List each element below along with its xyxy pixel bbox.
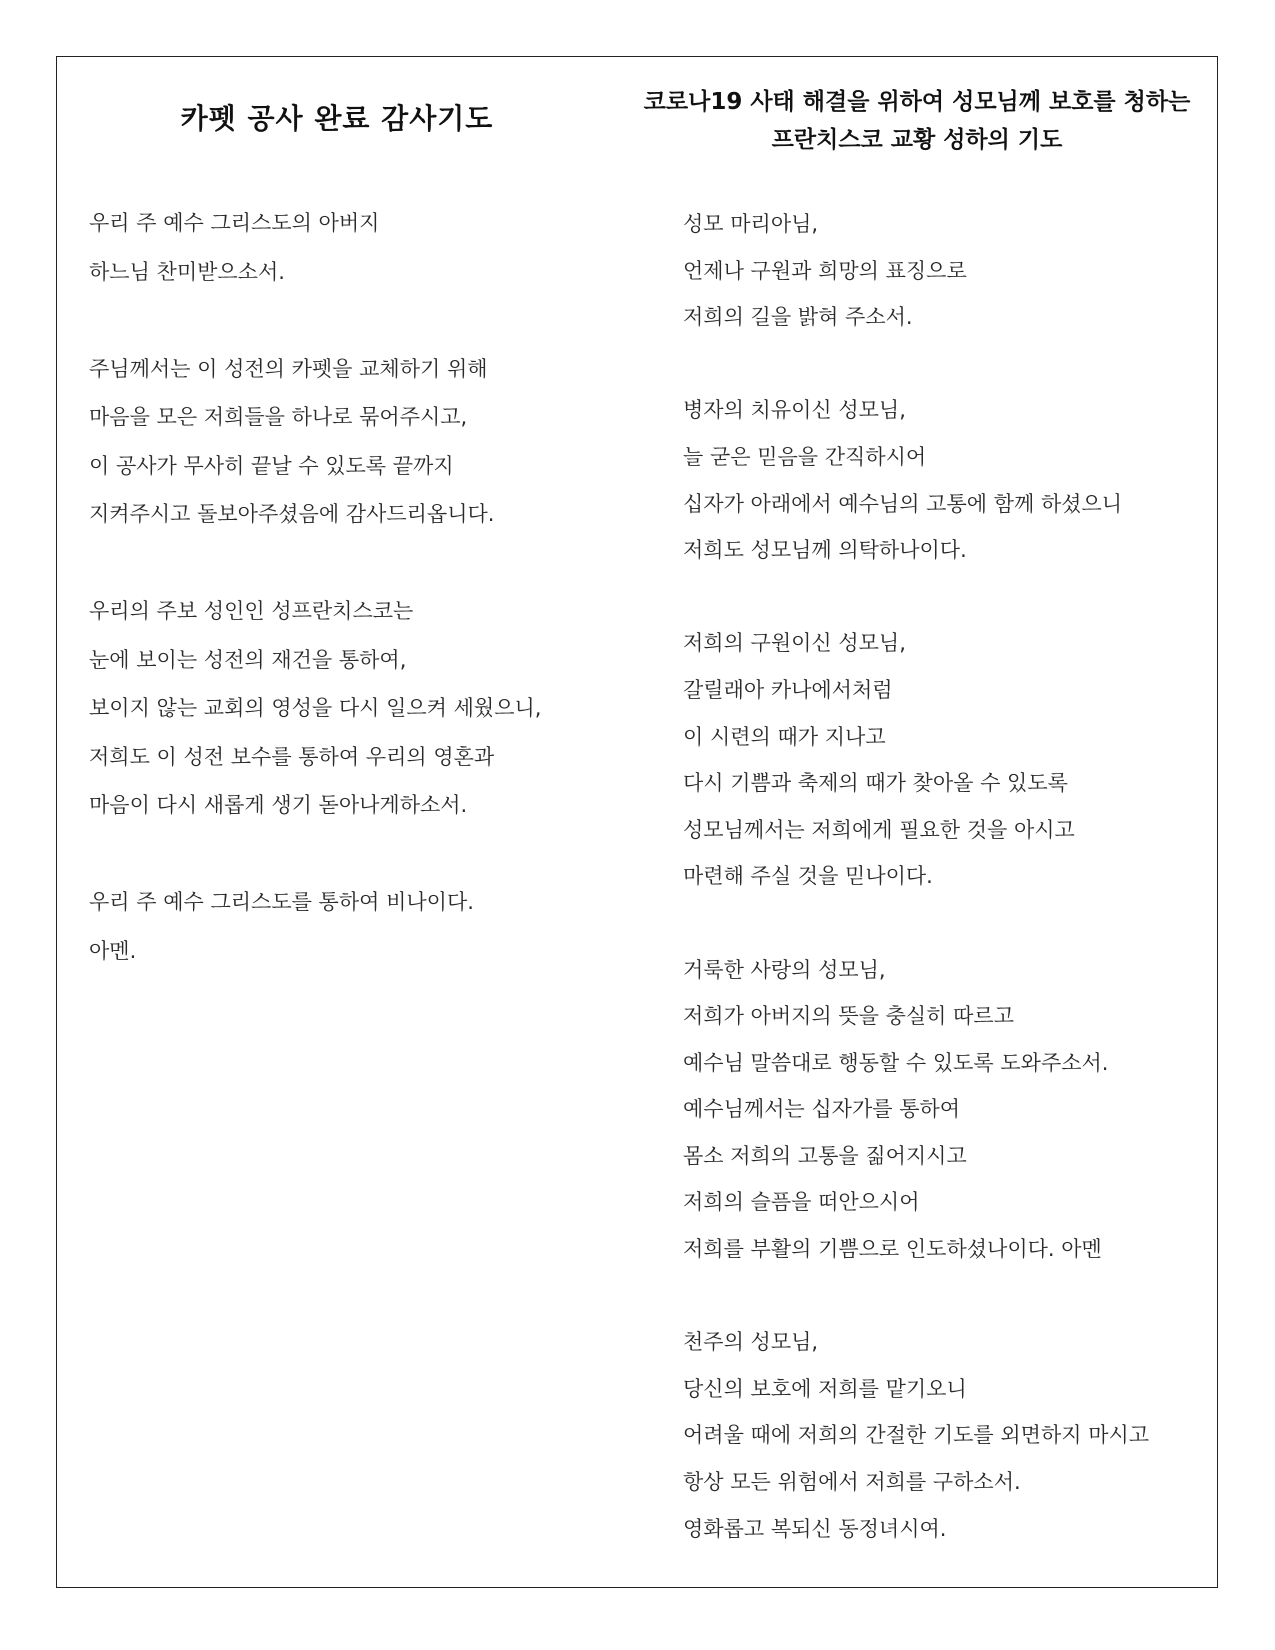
prayer-line: 성모 마리아님, <box>683 212 819 236</box>
prayer-line: 십자가 아래에서 예수님의 고통에 함께 하셨으니 <box>683 491 1123 516</box>
stanza-break <box>683 900 1149 947</box>
prayer-line: 저희의 구원이신 성모님, <box>683 631 906 656</box>
prayer-line: 우리 주 예수 그리스도의 아버지 <box>89 211 380 235</box>
stanza-break <box>89 539 541 588</box>
prayer-line: 마련해 주실 것을 믿나이다. <box>683 864 933 889</box>
page-frame <box>56 56 1218 1588</box>
stanza-break <box>683 341 1149 388</box>
prayer-line: 지켜주시고 돌보아주셨음에 감사드리옵니다. <box>89 502 495 526</box>
prayer-line: 천주의 성모님, <box>683 1330 819 1355</box>
prayer-line: 항상 모든 위험에서 저희를 구하소서. <box>683 1470 1021 1495</box>
right-title-line-2: 프란치스코 교황 성하의 기도 <box>771 127 1063 153</box>
stanza-break <box>89 830 541 879</box>
stanza-break <box>683 574 1149 621</box>
prayer-line: 이 공사가 무사히 끝날 수 있도록 끝까지 <box>89 453 454 478</box>
prayer-line: 예수님께서는 십자가를 통하여 <box>683 1097 961 1122</box>
prayer-line: 성모님께서는 저희에게 필요한 것을 아시고 <box>683 817 1075 842</box>
prayer-line: 보이지 않는 교회의 영성을 다시 일으켜 세웠으니, <box>89 696 542 720</box>
prayer-line: 영화롭고 복되신 동정녀시여. <box>683 1516 947 1541</box>
prayer-line: 우리 주 예수 그리스도를 통하여 비나이다. <box>89 890 474 914</box>
prayer-line: 하느님 찬미받으소서. <box>89 259 285 284</box>
left-title: 카펫 공사 완료 감사기도 <box>180 102 494 135</box>
prayer-line: 저희도 이 성전 보수를 통하여 우리의 영혼과 <box>89 744 495 769</box>
prayer-line: 눈에 보이는 성전의 재건을 통하여, <box>89 647 407 672</box>
prayer-line: 아멘. <box>89 938 137 963</box>
stanza-break <box>683 1273 1149 1320</box>
prayer-line: 마음이 다시 새롭게 생기 돋아나게하소서. <box>89 793 468 817</box>
prayer-line: 어려울 때에 저희의 간절한 기도를 외면하지 마시고 <box>683 1423 1150 1448</box>
right-title-line-1: 코로나19 사태 해결을 위하여 성모님께 보호를 청하는 <box>643 89 1191 115</box>
left-prayer-body <box>89 199 541 975</box>
prayer-line: 저희의 슬픔을 떠안으시어 <box>683 1190 920 1215</box>
prayer-line: 당신의 보호에 저희를 맡기오니 <box>683 1376 967 1401</box>
prayer-line: 몸소 저희의 고통을 짊어지시고 <box>683 1143 967 1168</box>
prayer-line: 예수님 말씀대로 행동할 수 있도록 도와주소서. <box>683 1050 1109 1075</box>
prayer-line: 늘 굳은 믿음을 간직하시어 <box>683 444 927 469</box>
prayer-line: 거룩한 사랑의 성모님, <box>683 957 886 982</box>
stanza-break <box>89 296 541 345</box>
prayer-line: 이 시련의 때가 지나고 <box>683 724 886 749</box>
prayer-line: 우리의 주보 성인인 성프란치스코는 <box>89 599 414 623</box>
prayer-line: 병자의 치유이신 성모님, <box>683 398 906 423</box>
right-prayer-body <box>683 201 1149 1552</box>
prayer-line: 갈릴래아 카나에서처럼 <box>683 677 893 702</box>
prayer-line: 언제나 구원과 희망의 표징으로 <box>683 258 967 283</box>
right-title <box>617 83 1217 159</box>
prayer-line: 주님께서는 이 성전의 카펫을 교체하기 위해 <box>89 356 488 381</box>
prayer-line: 다시 기쁨과 축제의 때가 찾아올 수 있도록 <box>683 771 1068 796</box>
prayer-line: 마음을 모은 저희들을 하나로 묶어주시고, <box>89 405 468 429</box>
prayer-line: 저희도 성모님께 의탁하나이다. <box>683 538 967 563</box>
prayer-line: 저희의 길을 밝혀 주소서. <box>683 305 913 330</box>
prayer-line: 저희가 아버지의 뜻을 충실히 따르고 <box>683 1004 1014 1029</box>
prayer-line: 저희를 부활의 기쁨으로 인도하셨나이다. 아멘 <box>683 1237 1102 1262</box>
